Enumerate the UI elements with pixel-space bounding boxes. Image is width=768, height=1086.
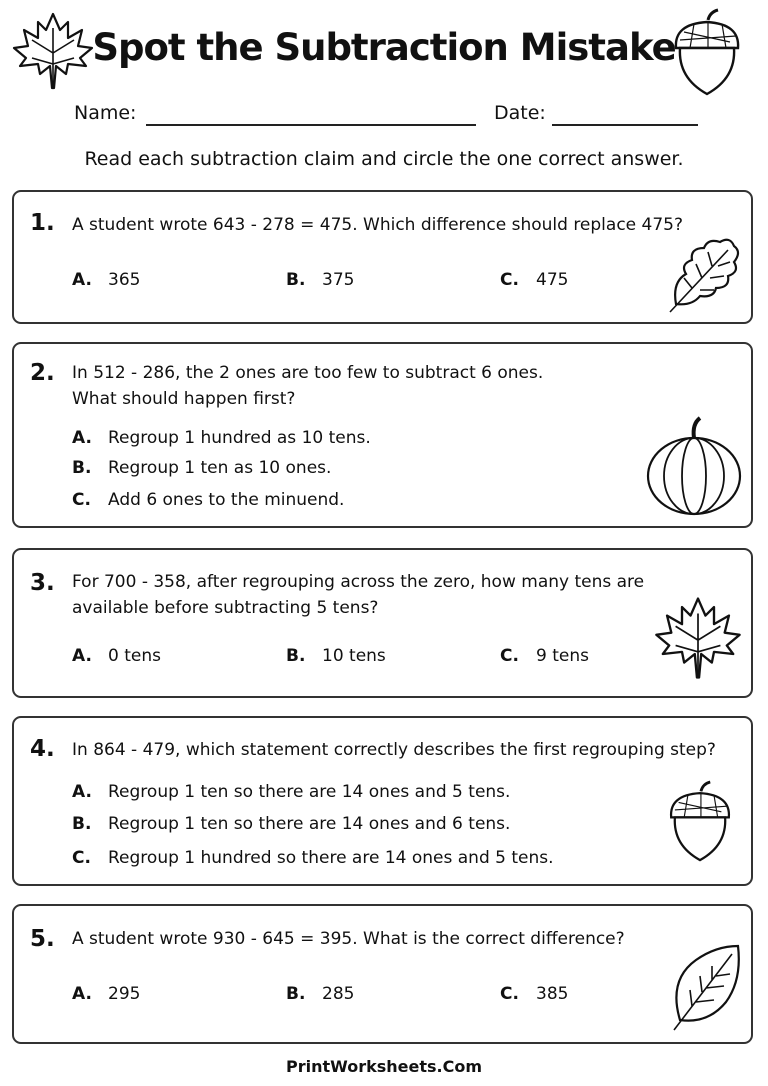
option-a[interactable]: A. Regroup 1 ten so there are 14 ones and 5 tens. bbox=[72, 782, 511, 802]
name-label: Name: bbox=[74, 102, 137, 124]
option-c[interactable]: C. 385 bbox=[500, 984, 569, 1004]
date-field[interactable] bbox=[552, 124, 698, 126]
date-label: Date: bbox=[494, 102, 546, 124]
question-number: 3. bbox=[30, 570, 55, 596]
option-a[interactable]: A. Regroup 1 hundred as 10 tens. bbox=[72, 428, 371, 448]
question-text: In 512 - 286, the 2 ones are too few to subtract 6 ones. What should happen first? bbox=[72, 363, 544, 409]
question-number: 1. bbox=[30, 210, 55, 236]
option-a[interactable]: A. 295 bbox=[72, 984, 141, 1004]
question-number: 2. bbox=[30, 360, 55, 386]
option-a[interactable]: A. 0 tens bbox=[72, 646, 161, 666]
pumpkin-icon bbox=[644, 414, 744, 518]
question-3 bbox=[12, 548, 753, 698]
question-text: In 864 - 479, which statement correctly describes the first regrouping step? bbox=[72, 740, 716, 760]
question-number: 4. bbox=[30, 736, 55, 762]
question-2 bbox=[12, 342, 753, 528]
option-b[interactable]: B. 10 tens bbox=[286, 646, 386, 666]
option-b[interactable]: B. 285 bbox=[286, 984, 355, 1004]
maple-leaf-icon bbox=[650, 590, 746, 686]
question-1 bbox=[12, 190, 753, 324]
option-c[interactable]: C. 9 tens bbox=[500, 646, 589, 666]
question-number: 5. bbox=[30, 926, 55, 952]
question-4 bbox=[12, 716, 753, 886]
question-text: For 700 - 358, after regrouping across the zero, how many tens are available before subtracting 5 tens? bbox=[72, 572, 645, 618]
question-text: A student wrote 930 - 645 = 395. What is the correct difference? bbox=[72, 929, 625, 949]
option-b[interactable]: B. Regroup 1 ten as 10 ones. bbox=[72, 458, 332, 478]
option-a[interactable]: A. 365 bbox=[72, 270, 141, 290]
page-title: Spot the Subtraction Mistake bbox=[92, 26, 676, 69]
option-b[interactable]: B. Regroup 1 ten so there are 14 ones and 6 tens. bbox=[72, 814, 511, 834]
question-5 bbox=[12, 904, 753, 1044]
footer[interactable]: PrintWorksheets.Com bbox=[285, 1057, 482, 1076]
option-c[interactable]: C. Add 6 ones to the minuend. bbox=[72, 490, 345, 510]
instructions: Read each subtraction claim and circle the one correct answer. bbox=[84, 148, 684, 170]
acorn-icon bbox=[660, 776, 740, 868]
option-b[interactable]: B. 375 bbox=[286, 270, 355, 290]
leaf-icon bbox=[666, 940, 746, 1032]
question-text: A student wrote 643 - 278 = 475. Which difference should replace 475? bbox=[72, 215, 684, 235]
oak-leaf-icon bbox=[662, 232, 746, 316]
option-c[interactable]: C. Regroup 1 hundred so there are 14 ones and 5 tens. bbox=[72, 848, 554, 868]
name-date-row bbox=[74, 102, 698, 130]
name-field[interactable] bbox=[146, 124, 476, 126]
option-c[interactable]: C. 475 bbox=[500, 270, 569, 290]
